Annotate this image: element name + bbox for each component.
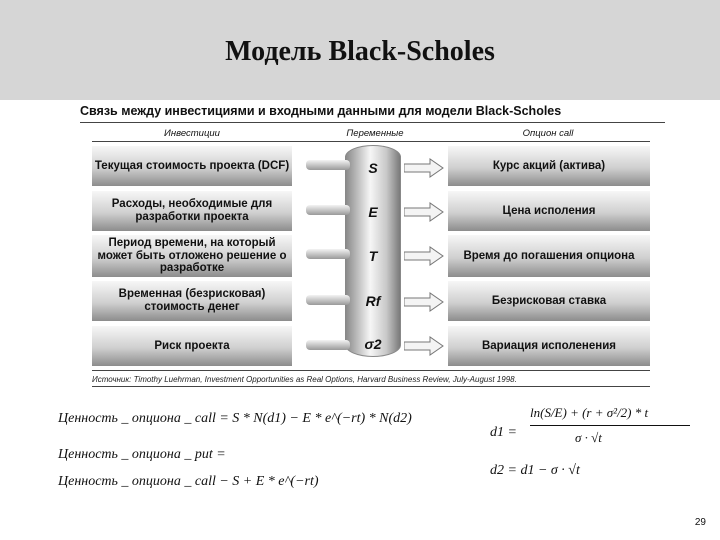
option-cell: Время до погашения опциона — [448, 235, 650, 277]
d2-formula: d2 = d1 − σ · √t — [490, 463, 580, 478]
heading-divider — [80, 122, 665, 123]
investment-cell: Период времени, на который может быть отложено решение о разработке — [92, 235, 292, 277]
arrow-right-icon — [404, 202, 444, 222]
option-cell: Безрисковая ставка — [448, 281, 650, 321]
d1-numerator: ln(S/E) + (r + σ²/2) * t — [530, 405, 649, 420]
investment-cell: Расходы, необходимые для разработки проекта — [92, 191, 292, 231]
arrow-right-icon — [404, 336, 444, 356]
put-formula-line1: Ценность _ опциона _ put = — [58, 447, 226, 462]
column-header-investments: Инвестиции — [164, 128, 220, 139]
option-cell: Цена исполения — [448, 191, 650, 231]
arrow-right-icon — [404, 292, 444, 312]
connector-pipe — [306, 160, 350, 170]
variable-label: T — [368, 248, 378, 264]
table-heading: Связь между инвестициями и входными данными для модели Black-Scholes — [80, 104, 562, 118]
d1-fraction-bar — [530, 425, 690, 426]
arrow-right-icon — [404, 246, 444, 266]
investment-cell: Риск проекта — [92, 326, 292, 366]
slide-title: Модель Black-Scholes — [225, 36, 495, 67]
page-number: 29 — [694, 517, 706, 528]
put-formula-line2: Ценность _ опциона _ call − S + E * e^(−rt) — [58, 474, 319, 489]
variable-label: σ2 — [364, 336, 382, 352]
header-divider — [92, 141, 650, 142]
investment-cell: Временная (безрисковая) стоимость денег — [92, 281, 292, 321]
option-cell: Вариация исполенения — [448, 326, 650, 366]
option-cell: Курс акций (актива) — [448, 146, 650, 186]
investment-cell: Текущая стоимость проекта (DCF) — [92, 146, 292, 186]
variable-label: S — [368, 160, 378, 176]
connector-pipe — [306, 205, 350, 215]
table-bottom-divider — [92, 370, 650, 371]
call-formula: Ценность _ опциона _ call = S * N(d1) − E * e^(−rt) * N(d2) — [58, 411, 412, 426]
connector-pipe — [306, 249, 350, 259]
source-note: Источник: Timothy Luehrman, Investment Opportunities as Real Options, Harvard Business Review, July-August 1998. — [92, 375, 517, 384]
source-divider — [92, 386, 650, 387]
variable-label: E — [368, 204, 378, 220]
connector-pipe — [306, 340, 350, 350]
column-header-variables: Переменные — [346, 128, 404, 139]
column-header-option: Опцион call — [522, 128, 574, 139]
connector-pipe — [306, 295, 350, 305]
d1-denominator: σ · √t — [575, 430, 602, 445]
variable-label: Rf — [365, 293, 381, 309]
arrow-right-icon — [404, 158, 444, 178]
d1-label: d1 = — [490, 425, 517, 440]
